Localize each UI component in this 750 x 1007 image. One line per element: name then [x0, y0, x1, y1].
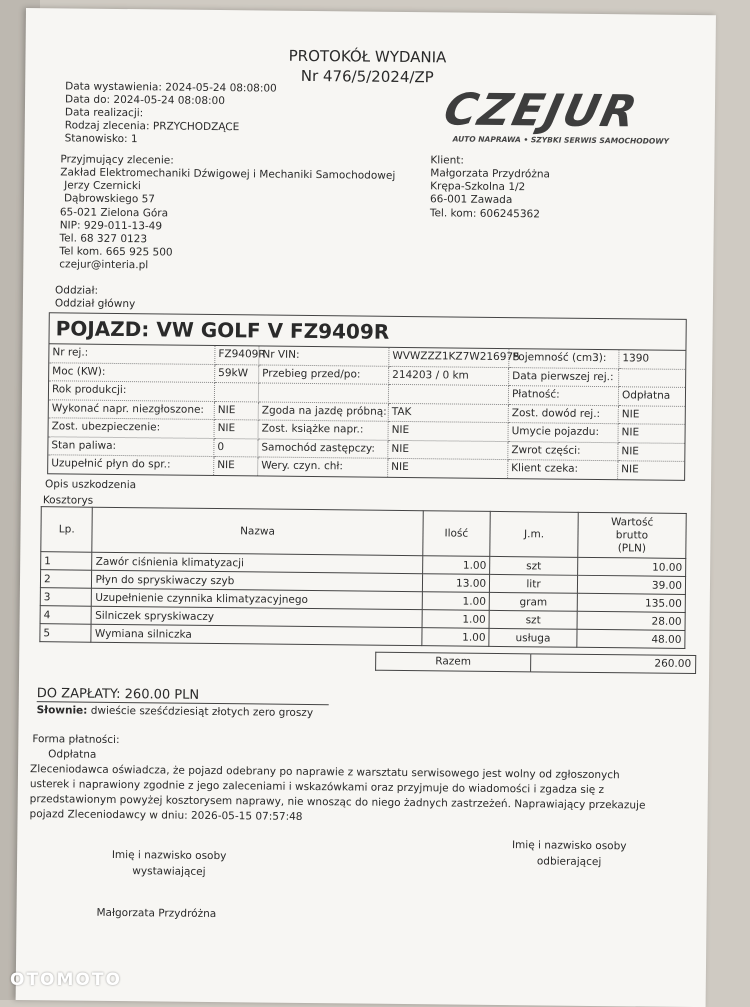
vehicle-field-label: Zost. książke napr.:	[258, 420, 388, 440]
vehicle-field-value: 214203 / 0 km	[389, 366, 509, 386]
vehicle-field-value	[389, 385, 509, 405]
words-label: Słownie:	[36, 704, 88, 717]
header-value	[578, 512, 686, 558]
payment-form-value: Odpłatna	[48, 748, 97, 761]
document-number: Nr 476/5/2024/ZP	[300, 66, 434, 87]
cost-cell-lp: 4	[40, 606, 92, 625]
receiver-line: 65-021 Zielona Góra	[59, 205, 169, 220]
cost-cell-value: 135.00	[577, 593, 685, 612]
vehicle-field-value: NIE	[618, 443, 684, 462]
cost-cell-unit: gram	[489, 592, 577, 611]
vehicle-field-value: NIE	[214, 457, 258, 475]
issue-date: Data wystawienia: 2024-05-24 08:08:00	[65, 80, 277, 95]
receiver-line: Tel kom. 665 925 500	[59, 245, 173, 259]
vehicle-field-label: Stan paliwa:	[48, 437, 214, 457]
receiver-block	[59, 166, 395, 275]
vehicle-field-label: Przebieg przed/po:	[259, 365, 389, 385]
vehicle-field-label: Data pierwszej rej.:	[509, 368, 619, 388]
header-lp: Lp.	[41, 507, 93, 553]
issuer-name: Małgorzata Przydróżna	[96, 906, 217, 921]
cost-cell-unit: szt	[489, 610, 577, 629]
vehicle-field-value	[215, 383, 259, 402]
receiver-line: NIP: 929-011-13-49	[59, 219, 163, 233]
vehicle-field-label: Uzupełnić płyn do spr.:	[48, 455, 214, 474]
company-logo: CZEJUR	[439, 84, 643, 138]
order-type-value: PRZYCHODZĄCE	[152, 120, 240, 134]
amount-in-words	[37, 704, 314, 720]
vehicle-field-value: NIE	[388, 422, 508, 442]
cost-cell-unit: szt	[490, 556, 578, 575]
vehicle-field-value	[619, 369, 685, 388]
issuer-signature-caption	[99, 847, 239, 880]
otomoto-watermark: OTOMOTO	[10, 970, 122, 990]
vehicle-field-label: Moc (KW):	[49, 363, 215, 383]
vehicle-field-value: FZ9409R	[215, 346, 259, 365]
station: Stanowisko: 1	[64, 132, 138, 146]
cost-cell-lp: 5	[40, 624, 92, 643]
cost-cell-value: 10.00	[578, 557, 686, 576]
total-label: Razem	[375, 652, 530, 673]
client-block	[430, 167, 550, 221]
client-heading: Klient:	[430, 154, 464, 167]
header-name: Nazwa	[92, 507, 423, 555]
header-value-line: brutto	[615, 528, 649, 542]
cost-cell-value: 39.00	[577, 575, 685, 594]
branch-value: Oddział główny	[54, 297, 136, 311]
vehicle-field-value: NIE	[618, 424, 684, 443]
cost-cell-name: Uzupełnienie czynnika klimatyzacyjnego	[92, 588, 422, 609]
cost-cell-value: 28.00	[577, 611, 685, 630]
vehicle-field-label: Klient czeka:	[508, 460, 618, 479]
cost-cell-lp: 2	[40, 570, 92, 589]
vehicle-field-label: Zost. dowód rej.:	[509, 405, 619, 425]
vehicle-field-label: Zwrot części:	[508, 442, 618, 462]
vehicle-field-value: WVWZZZ1KZ7W216975	[389, 348, 509, 368]
cost-table	[39, 506, 686, 649]
receiver-caption-line: Imię i nazwisko osoby	[511, 839, 627, 853]
vehicle-field-value: NIE	[388, 459, 508, 478]
vehicle-field-label: Nr VIN:	[259, 346, 389, 366]
vehicle-field-label: Nr rej.:	[49, 344, 215, 364]
receiver-line: Dąbrowskiego 57	[63, 192, 156, 206]
vehicle-field-value: NIE	[621, 463, 639, 476]
realization-date: Data realizacji:	[64, 106, 144, 120]
vehicle-field-value: TAK	[389, 403, 509, 423]
vehicle-field-label: Rok produkcji:	[49, 381, 215, 401]
cost-cell-name: Płyn do spryskiwaczy szyb	[92, 570, 422, 591]
issuer-caption-line: wystawiającej	[132, 865, 206, 878]
vehicle-field-value: 59kW	[215, 365, 259, 384]
issuer-caption-line: Imię i nazwisko osoby	[111, 848, 227, 863]
header-value-line: Wartość	[610, 515, 654, 529]
cost-cell-unit: usługa	[489, 628, 577, 647]
branch-label: Oddział:	[54, 284, 99, 297]
cost-table-body	[40, 552, 686, 649]
declaration-line: usterek i naprawiony zgodnie z jego zaleceniami i wskazówkami oraz przyjmuje do wiadomości i zgadza się z	[29, 778, 605, 797]
company-tagline: AUTO NAPRAWA • SZYBKI SERWIS SAMOCHODOWY	[452, 134, 670, 146]
due-date: Data do: 2024-05-24 08:08:00	[64, 93, 225, 108]
receiver-caption-line: odbierającej	[536, 855, 602, 869]
vehicle-field-value: Odpłatna	[619, 387, 685, 406]
cost-cell-lp: 1	[41, 552, 93, 571]
vehicle-field-label: Zost. ubezpieczenie:	[49, 418, 215, 438]
document-page	[16, 8, 716, 1007]
header-value-line: (PLN)	[617, 541, 647, 555]
cost-cell-lp: 3	[40, 588, 92, 607]
cost-cell-qty: 1.00	[421, 628, 489, 647]
damage-label: Opis uszkodzenia	[44, 478, 137, 492]
vehicle-field-label: Umycie pojazdu:	[508, 423, 618, 443]
estimate-label: Kosztorys	[42, 494, 94, 507]
client-phone: Tel. kom: 606245362	[429, 206, 540, 221]
declaration-line: Zleceniodawca oświadcza, że pojazd odebrany po naprawie z warsztatu serwisowego jest wolny od zgłoszonych	[29, 763, 620, 782]
cost-cell-qty: 1.00	[422, 610, 490, 629]
vehicle-field-value: NIE	[215, 401, 259, 420]
vehicle-field-label	[259, 383, 389, 403]
order-type-label: Rodzaj zlecenia:	[64, 119, 150, 133]
client-city: 66-001 Zawada	[429, 193, 513, 207]
vehicle-field-value: NIE	[619, 406, 685, 425]
receiver-heading: Przyjmujący zlecenie:	[60, 153, 174, 167]
vehicle-box	[47, 312, 687, 480]
total-row	[375, 652, 696, 674]
receiver-line: czejur@interia.pl	[59, 258, 149, 272]
total-value: 260.00	[530, 653, 696, 674]
vehicle-field-label: Pojemność (cm3):	[509, 349, 619, 369]
vehicle-title: POJAZD: VW GOLF V FZ9409R	[49, 313, 685, 351]
client-address: Krępa-Szkolna 1/2	[430, 180, 526, 194]
declaration-line: pojazd Zleceniodawcy w dniu: 2026-05-15 07:57:48	[29, 808, 303, 823]
cost-cell-qty: 1.00	[422, 592, 490, 611]
vehicle-field-value: NIE	[388, 440, 508, 460]
header-unit: J.m.	[490, 511, 578, 557]
words-value: dwieście sześćdziesiąt złotych zero groszy	[90, 704, 314, 720]
vehicle-details-grid	[48, 344, 685, 479]
vehicle-field-label: Płatność:	[509, 386, 619, 406]
receiver-line: Tel. 68 327 0123	[59, 232, 148, 246]
vehicle-field-value: NIE	[215, 420, 259, 439]
amount-due: DO ZAPŁATY: 260.00 PLN	[37, 686, 329, 705]
receiver-line: Jerzy Czernicki	[64, 179, 141, 193]
cost-cell-qty: 1.00	[422, 556, 490, 575]
document-title: PROTOKÓŁ WYDANIA	[288, 46, 447, 67]
vehicle-field-label: Wery. czyn. chł:	[258, 457, 388, 476]
cost-cell-name: Wymiana silniczka	[91, 624, 421, 645]
cost-cell-unit: litr	[490, 574, 578, 593]
vehicle-field-value: 0	[214, 438, 258, 457]
payment-form-label: Forma płatności:	[32, 733, 120, 747]
client-name: Małgorzata Przydróżna	[430, 167, 551, 181]
vehicle-field-value: 1390	[619, 350, 685, 369]
header-qty: Ilość	[422, 511, 490, 557]
cost-cell-name: Zawór ciśnienia klimatyzacji	[92, 552, 422, 573]
vehicle-field-label: Samochód zastępczy:	[258, 439, 388, 459]
cost-table-header	[41, 507, 686, 559]
receiver-line: Zakład Elektromechaniki Dźwigowej i Mechaniki Samochodowej	[60, 166, 396, 182]
cost-cell-qty: 13.00	[422, 574, 490, 593]
declaration-line: przedstawionym powyżej kosztorysem naprawy, nie wnosząc do niego żadnych zastrzeżeń. Naprawiający przekazuje	[29, 793, 646, 812]
cost-cell-name: Silniczek spryskiwaczy	[92, 606, 422, 627]
cost-cell-value: 48.00	[577, 629, 685, 648]
vehicle-field-label: Zgoda na jazdę próbną:	[259, 402, 389, 422]
vehicle-field-label: Wykonać napr. niezgłoszone:	[49, 400, 215, 420]
declaration-text	[29, 762, 670, 829]
receiver-signature-caption	[499, 837, 639, 870]
